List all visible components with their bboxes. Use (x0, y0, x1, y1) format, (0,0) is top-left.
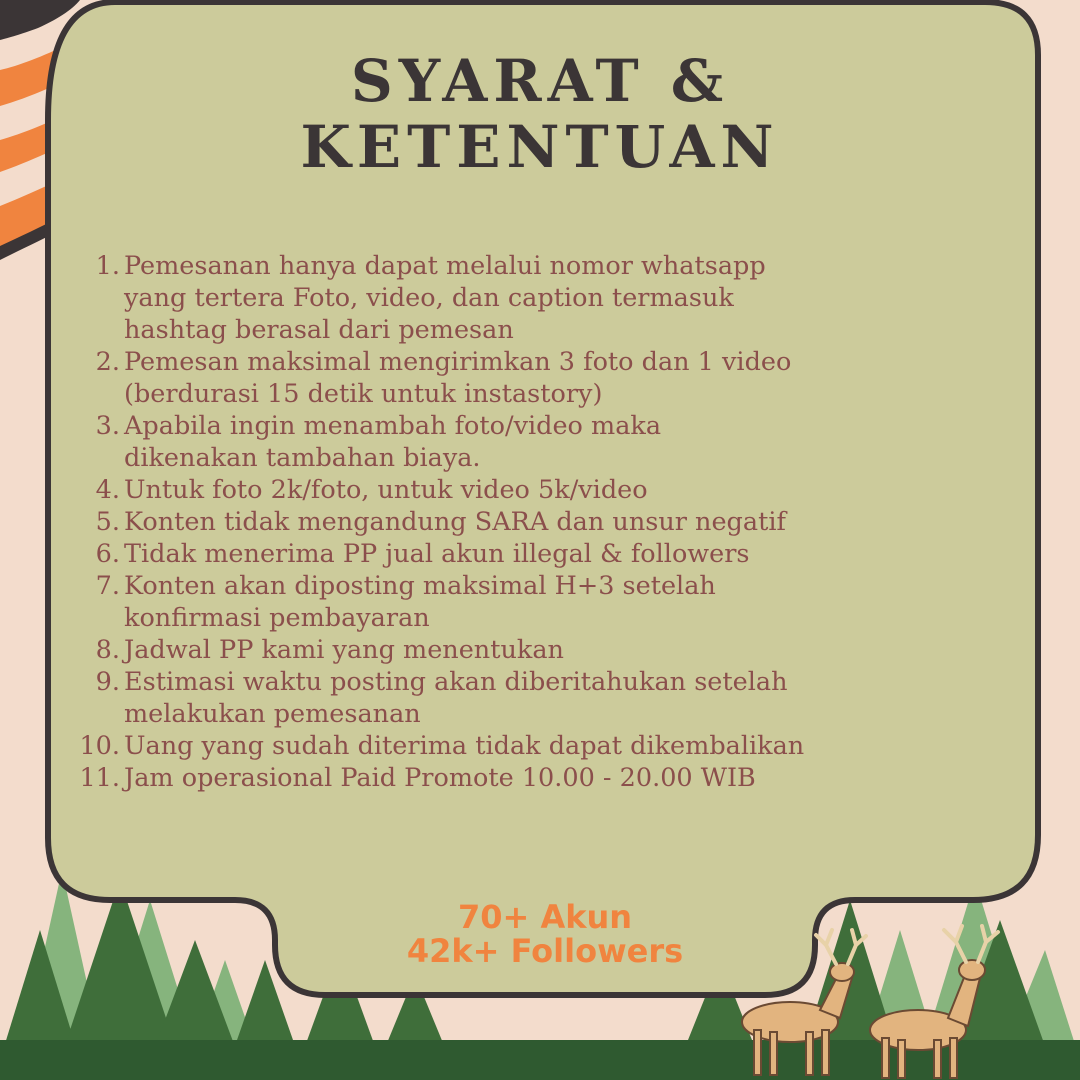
terms-list (60, 250, 1020, 794)
item-number: 9. (95, 667, 120, 697)
item-number: 11. (79, 763, 120, 793)
list-item (60, 634, 1020, 666)
list-item (60, 570, 1020, 634)
title-line-2: KETENTUAN (300, 113, 780, 181)
item-text: Konten akan diposting maksimal H+3 setelah konfirmasi pembayaran (124, 571, 716, 633)
list-item (60, 762, 1020, 794)
followers-count: 42k+ Followers (406, 932, 684, 970)
accounts-count: 70+ Akun (457, 898, 633, 936)
item-number: 10. (79, 731, 120, 761)
item-number: 7. (95, 571, 120, 601)
list-item (60, 730, 1020, 762)
item-number: 4. (95, 475, 120, 505)
item-text: Pemesan maksimal mengirimkan 3 foto dan 1 video (berdurasi 15 detik untuk instastory) (124, 347, 792, 409)
list-item (60, 538, 1020, 570)
item-text: Apabila ingin menambah foto/video maka dikenakan tambahan biaya. (124, 411, 662, 473)
item-number: 2. (95, 347, 120, 377)
list-item (60, 410, 1020, 474)
item-text: Pemesanan hanya dapat melalui nomor whatsapp yang tertera Foto, video, dan caption termasuk hashtag berasal dari pemesan (124, 251, 766, 345)
item-text: Untuk foto 2k/foto, untuk video 5k/video (124, 475, 648, 505)
item-text: Jadwal PP kami yang menentukan (124, 635, 564, 665)
title-line-1: SYARAT & (350, 47, 730, 115)
page-title (240, 48, 840, 180)
item-text: Konten tidak mengandung SARA dan unsur negatif (124, 507, 786, 537)
item-text: Jam operasional Paid Promote 10.00 - 20.00 WIB (124, 763, 756, 793)
item-number: 5. (95, 507, 120, 537)
list-item (60, 474, 1020, 506)
item-text: Tidak menerima PP jual akun illegal & followers (124, 539, 750, 569)
item-number: 8. (95, 635, 120, 665)
list-item (60, 250, 1020, 346)
list-item (60, 346, 1020, 410)
item-text: Uang yang sudah diterima tidak dapat dikembalikan (124, 731, 805, 761)
list-item (60, 506, 1020, 538)
stats-badge (400, 900, 690, 968)
item-number: 3. (95, 411, 120, 441)
list-item (60, 666, 1020, 730)
item-number: 6. (95, 539, 120, 569)
item-text: Estimasi waktu posting akan diberitahukan setelah melakukan pemesanan (124, 667, 788, 729)
item-number: 1. (95, 251, 120, 281)
